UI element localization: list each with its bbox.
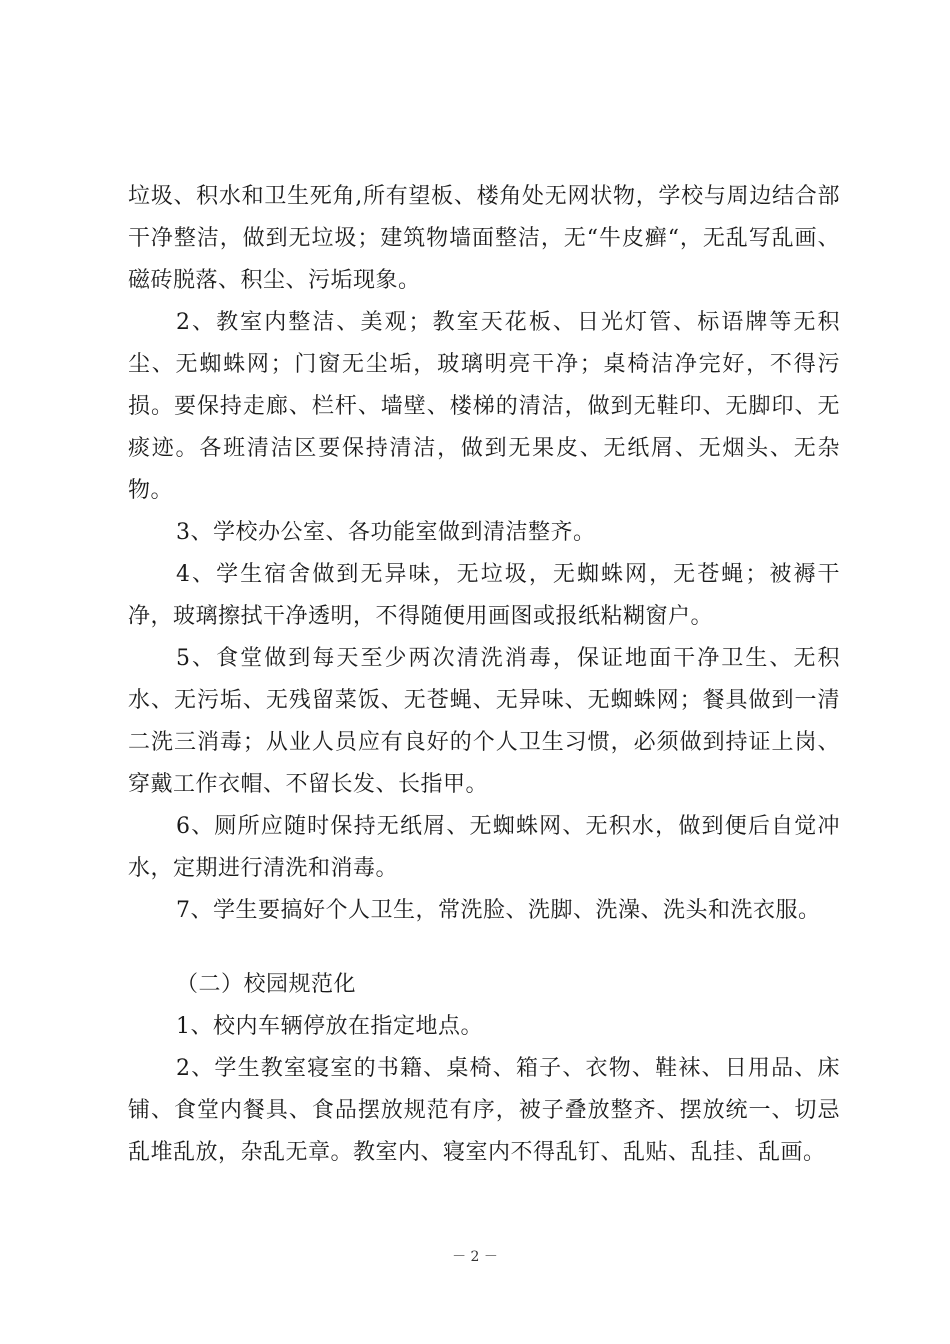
paragraph-item-5: 5、食堂做到每天至少两次清洗消毒，保证地面干净卫生、无积水、无污垢、无残留菜饭、无苍蝇、无异味、无蜘蛛网；餐具做到一清二洗三消毒；从业人员应有良好的个人卫生习惯，必须做到持证上岗、穿戴工作衣帽、不留长发、长指甲。 <box>128 646 840 797</box>
paragraph-item-3: 3、学校办公室、各功能室做到清洁整齐。 <box>176 520 596 545</box>
paragraph-item-2: 2、教室内整洁、美观；教室天花板、日光灯管、标语牌等无积尘、无蜘蛛网；门窗无尘垢，玻璃明亮干净；桌椅洁净完好，不得污损。要保持走廊、栏杆、墙壁、楼梯的清洁，做到无鞋印、无脚印、无痰迹。各班清洁区要保持清洁，做到无果皮、无纸屑、无烟头、无杂物。 <box>128 310 840 503</box>
paragraph-continued: 垃圾、积水和卫生死角,所有望板、楼角处无网状物，学校与周边结合部干净整洁，做到无垃圾；建筑物墙面整洁，无“牛皮癣“，无乱写乱画、磁砖脱落、积尘、污垢现象。 <box>128 184 840 293</box>
section-paragraph-2: 2、学生教室寝室的书籍、桌椅、箱子、衣物、鞋袜、日用品、床铺、食堂内餐具、食品摆放规范有序，被子叠放整齐、摆放统一、切忌乱堆乱放，杂乱无章。教室内、寝室内不得乱钉、乱贴、乱挂、乱画。 <box>128 1056 840 1165</box>
document-body <box>128 176 840 1174</box>
paragraph-item-7: 7、学生要搞好个人卫生，常洗脸、洗脚、洗澡、洗头和洗衣服。 <box>176 898 821 923</box>
section-paragraph-1: 1、校内车辆停放在指定地点。 <box>176 1014 483 1039</box>
paragraph-item-4: 4、学生宿舍做到无异味，无垃圾，无蜘蛛网，无苍蝇；被褥干净，玻璃擦拭干净透明，不得随便用画图或报纸粘糊窗户。 <box>128 562 840 629</box>
paragraph-item-6: 6、厕所应随时保持无纸屑、无蜘蛛网、无积水，做到便后自觉冲水，定期进行清洗和消毒。 <box>128 814 840 881</box>
section-heading: （二）校园规范化 <box>176 972 357 997</box>
page-number: － 2 － <box>452 1249 498 1265</box>
